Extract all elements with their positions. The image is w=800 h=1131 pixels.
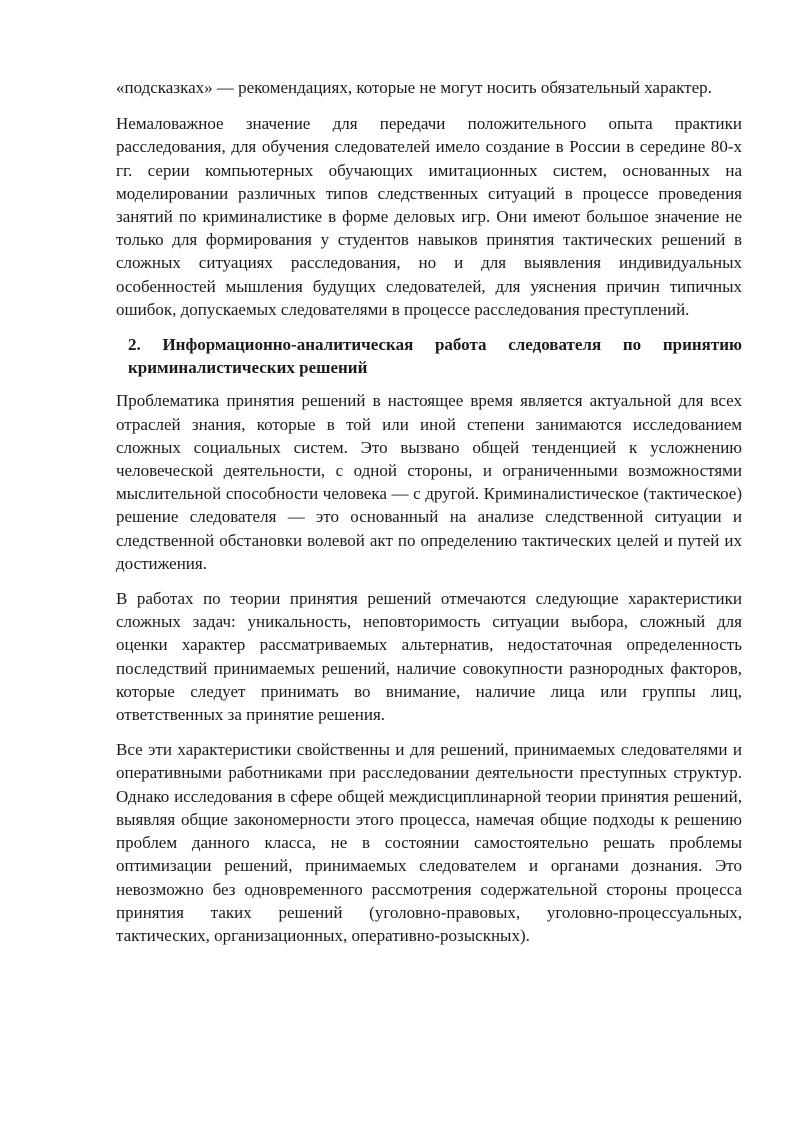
paragraph-investigator-decisions: Все эти характеристики свойственны и для решений, принимаемых следователями и оперативными работниками при расследовании деятельности преступных структур. Однако исследования в сфере общей междисциплинарной теории принятия решений, выявляя общие закономерности этого процесса, намечая общие подходы к решению проблем данного класса, не в состоянии самостоятельно решать проблемы оптимизации решений, принимаемых следователем и органами дознания. Это невозможно без одновременного рассмотрения содержательной стороны процесса принятия таких решений (уголовно-правовых, уголовно-процессуальных, тактических, организационных, оперативно-розыскных). <box>116 740 742 945</box>
document-page <box>116 76 742 959</box>
paragraph-complex-task-characteristics: В работах по теории принятия решений отмечаются следующие характеристики сложных задач: уникальность, неповторимость ситуации выбора, сложный для оценки характер рассматриваемых альтернатив, недостаточная определенность последствий принимаемых решений, наличие совокупности разнородных факторов, которые следует принимать во внимание, наличие лица или группы лиц, ответственных за принятие решения. <box>116 589 742 725</box>
section-heading <box>116 333 742 379</box>
paragraph-continuation: «подсказках» — рекомендациях, которые не могут носить обязательный характер. <box>116 78 712 97</box>
paragraph-decision-problematics: Проблематика принятия решений в настоящее время является актуальной для всех отраслей знания, которые в той или иной степени занимаются исследованием сложных социальных систем. Это вызвано общей тенденцией к усложнению человеческой деятельности, с одной стороны, и ограниченными возможностями мыслительной способности человека — с другой. Криминалистическое (тактическое) решение следователя — это основанный на анализе следственной ситуации и следственной обстановки волевой акт по определению тактических целей и путей их достижения. <box>116 391 742 573</box>
section-title: Информационно-аналитическая работа следователя по принятию криминалистических решений <box>128 335 742 378</box>
section-number: 2. <box>128 335 141 355</box>
paragraph-computer-training-systems: Немаловажное значение для передачи положительного опыта практики расследования, для обучения следователей имело создание в России в середине 80-х гг. серии компьютерных обучающих имитационных систем, основанных на моделировании различных типов следственных ситуаций в процессе проведения занятий по криминалистике в форме деловых игр. Они имеют большое значение не только для формирования у студентов навыков принятия тактических решений в сложных ситуациях расследования, но и для выявления индивидуальных особенностей мышления будущих следователей, для уяснения причин типичных ошибок, допускаемых следователями в процессе расследования преступлений. <box>116 114 742 319</box>
